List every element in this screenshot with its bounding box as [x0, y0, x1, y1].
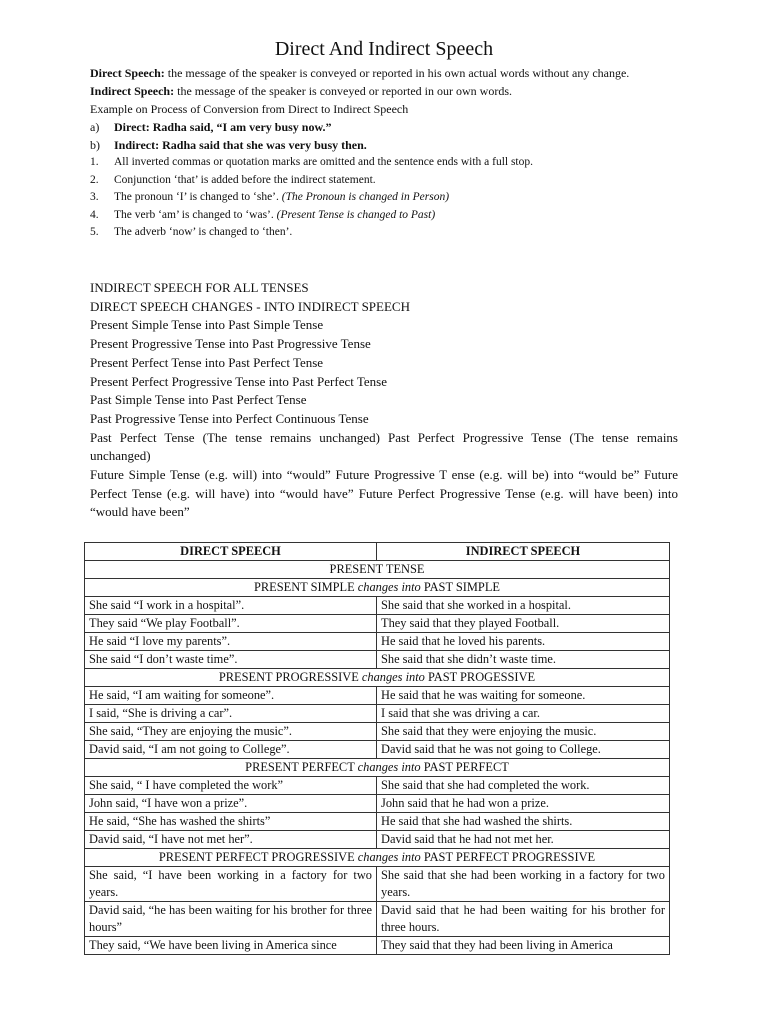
step-note: (Present Tense is changed to Past) [276, 208, 436, 221]
tense-rule: Present Simple Tense into Past Simple Tense [90, 317, 324, 333]
group-header-row [85, 579, 670, 597]
indirect-speech-cell: He said that he loved his parents. [377, 633, 670, 651]
table-row [85, 937, 670, 955]
intro-section [90, 64, 678, 242]
example-indirect [90, 136, 678, 154]
group-header [85, 759, 670, 777]
definition-text: the message of the speaker is conveyed or reported in his own actual words without any change. [164, 66, 630, 80]
indirect-speech-cell: He said that he was waiting for someone. [377, 687, 670, 705]
definition-term: Indirect Speech: [90, 84, 175, 98]
group-header-row [85, 849, 670, 867]
table-row [85, 813, 670, 831]
example-marker: a) [90, 120, 100, 134]
group-header [85, 669, 670, 687]
document-title: Direct And Indirect Speech [274, 38, 494, 60]
step-item [90, 154, 678, 172]
step-item [90, 207, 678, 225]
direct-speech-cell: She said, “They are enjoying the music”. [85, 723, 377, 741]
table-row [85, 741, 670, 759]
step-item [90, 224, 678, 242]
table-row [85, 902, 670, 937]
indirect-speech-cell: She said that she worked in a hospital. [377, 597, 670, 615]
changes-into: changes into [357, 760, 421, 774]
example-marker: b) [90, 138, 100, 152]
indirect-speech-cell: I said that she was driving a car. [377, 705, 670, 723]
indirect-speech-cell: She said that they were enjoying the music. [377, 723, 670, 741]
tense-to: PAST PERFECT [423, 760, 509, 774]
column-header-direct: DIRECT SPEECH [85, 543, 377, 561]
group-header [85, 579, 670, 597]
table-row [85, 633, 670, 651]
direct-speech-cell: David said, “I have not met her”. [85, 831, 377, 849]
direct-speech-cell: She said “I work in a hospital”. [85, 597, 377, 615]
tense-from: PRESENT PERFECT [245, 760, 355, 774]
step-number: 2. [90, 173, 99, 186]
indirect-speech-cell: David said that he was not going to College. [377, 741, 670, 759]
table-row [85, 705, 670, 723]
changes-into: changes into [361, 670, 425, 684]
tense-rule: Past Perfect Tense (The tense remains unchanged) Past Perfect Progressive Tense (The tense remains unchanged) [90, 429, 678, 464]
step-text [114, 154, 533, 172]
tense-to: PAST PERFECT PROGRESSIVE [423, 850, 596, 864]
tense-rule: Present Progressive Tense into Past Progressive Tense [90, 336, 371, 352]
step-number: 3. [90, 191, 99, 204]
tense-rule: Future Simple Tense (e.g. will) into “would” Future Progressive T ense (e.g. will be) into “would be” Future Perfect Tense (e.g. will have) into “would have” Future Perfect Progressive Tense (e.g. will have been) into “would have been” [90, 467, 678, 520]
step-text [114, 189, 449, 207]
tense-to: PAST PROGESSIVE [428, 670, 536, 684]
table-row [85, 651, 670, 669]
step-number: 5. [90, 226, 99, 239]
indirect-speech-cell: She said that she didn’t waste time. [377, 651, 670, 669]
direct-speech-cell: I said, “She is driving a car”. [85, 705, 377, 723]
step-number: 4. [90, 208, 99, 221]
table-row [85, 687, 670, 705]
table-body [85, 561, 670, 955]
definition-text: the message of the speaker is conveyed or reported in our own words. [174, 84, 513, 98]
step-text [114, 207, 435, 225]
step-main: All inverted commas or quotation marks are omitted and the sentence ends with a full stop. [114, 156, 534, 168]
tense-from: PRESENT PERFECT PROGRESSIVE [158, 850, 355, 864]
tense-rule: Present Perfect Progressive Tense into Past Perfect Tense [90, 373, 387, 389]
table-row [85, 777, 670, 795]
tense-rule: Past Progressive Tense into Perfect Continuous Tense [90, 410, 369, 426]
step-main: The verb ‘am’ is changed to ‘was’. [114, 208, 277, 221]
step-main: The adverb ‘now’ is changed to ‘then’. [114, 226, 293, 239]
indirect-speech-cell: She said that she had been working in a factory for two years. [377, 867, 670, 902]
direct-speech-cell: She said, “ I have completed the work” [85, 777, 377, 795]
section-row [85, 561, 670, 579]
tense-rule: Past Simple Tense into Past Perfect Tense [90, 392, 307, 408]
direct-speech-cell: David said, “I am not going to College”. [85, 741, 377, 759]
tense-subheading: DIRECT SPEECH CHANGES - INTO INDIRECT SPEECH [90, 298, 410, 314]
indirect-speech-cell: She said that she had completed the work. [377, 777, 670, 795]
direct-speech-cell: David said, “he has been waiting for his brother for three hours” [85, 902, 377, 937]
step-main: Conjunction ‘that’ is added before the indirect statement. [114, 173, 376, 186]
direct-speech-definition [90, 64, 678, 82]
direct-speech-cell: She said, “I have been working in a factory for two years. [85, 867, 377, 902]
table-row [85, 831, 670, 849]
definition-term: Direct Speech: [90, 66, 165, 80]
direct-speech-cell: They said “We play Football”. [85, 615, 377, 633]
step-text [114, 172, 376, 190]
example-direct [90, 118, 678, 136]
step-main: The pronoun ‘I’ is changed to ‘she’. [114, 191, 282, 204]
direct-speech-cell: He said, “She has washed the shirts” [85, 813, 377, 831]
indirect-speech-cell: He said that she had washed the shirts. [377, 813, 670, 831]
direct-speech-cell: They said, “We have been living in America since [85, 937, 377, 955]
conversion-steps [90, 154, 678, 242]
indirect-speech-cell: John said that he had won a prize. [377, 795, 670, 813]
direct-speech-cell: John said, “I have won a prize”. [85, 795, 377, 813]
tense-rules-section [90, 279, 678, 522]
indirect-speech-definition [90, 82, 678, 100]
indirect-speech-cell: They said that they had been living in America [377, 937, 670, 955]
step-text [114, 224, 292, 242]
example-heading: Example on Process of Conversion from Direct to Indirect Speech [90, 102, 409, 116]
step-note: (The Pronoun is changed in Person) [281, 191, 450, 204]
step-item [90, 172, 678, 190]
example-text: Indirect: Radha said that she was very busy then. [114, 138, 367, 152]
changes-into: changes into [357, 850, 421, 864]
changes-into: changes into [357, 580, 421, 594]
table-row [85, 795, 670, 813]
table-row [85, 867, 670, 902]
group-header [85, 849, 670, 867]
table-row [85, 723, 670, 741]
direct-speech-cell: He said, “I am waiting for someone”. [85, 687, 377, 705]
direct-speech-cell: She said “I don’t waste time”. [85, 651, 377, 669]
table-row [85, 597, 670, 615]
indirect-speech-cell: They said that they played Football. [377, 615, 670, 633]
step-number: 1. [90, 156, 99, 168]
tense-rule: Present Perfect Tense into Past Perfect Tense [90, 354, 324, 370]
table-header-row [85, 543, 670, 561]
tense-from: PRESENT PROGRESSIVE [218, 670, 359, 684]
example-text: Direct: Radha said, “I am very busy now.” [114, 120, 332, 134]
section-title: PRESENT TENSE [85, 561, 670, 579]
step-item [90, 189, 678, 207]
table-row [85, 615, 670, 633]
tense-heading: INDIRECT SPEECH FOR ALL TENSES [90, 280, 309, 295]
indirect-speech-cell: David said that he had not met her. [377, 831, 670, 849]
conversion-table [84, 542, 670, 955]
column-header-indirect: INDIRECT SPEECH [377, 543, 670, 561]
direct-speech-cell: He said “I love my parents”. [85, 633, 377, 651]
group-header-row [85, 759, 670, 777]
tense-from: PRESENT SIMPLE [254, 580, 355, 594]
group-header-row [85, 669, 670, 687]
indirect-speech-cell: David said that he had been waiting for his brother for three hours. [377, 902, 670, 937]
tense-to: PAST SIMPLE [423, 580, 500, 594]
